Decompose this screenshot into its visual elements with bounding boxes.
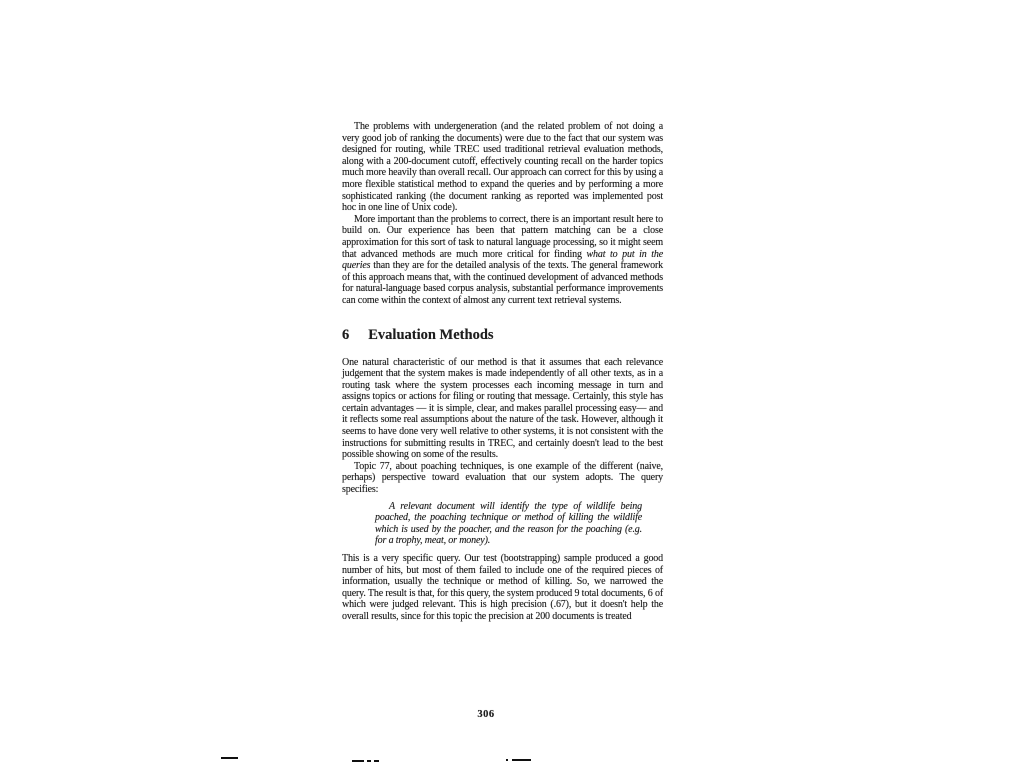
section-heading — [342, 328, 663, 343]
scan-artifact-left — [221, 757, 238, 759]
paragraph-2-italic-phrase: what to put in the queries — [342, 248, 663, 272]
scan-artifact-middle — [352, 760, 379, 762]
paragraph-pattern-matching — [342, 214, 663, 307]
paragraph-2-text-start: More important than the problems to correct, there is an important result here to build on. Our experience has been that pattern matching can be a close approximation for this sort of task to natural language processing, so it might seem that advanced methods are much more critical for finding — [342, 213, 663, 260]
text-column — [342, 121, 663, 623]
section-title: Evaluation Methods — [368, 326, 494, 343]
paragraph-specific-query: This is a very specific query. Our test (bootstrapping) sample produced a good number of hits, but most of them failed to include one of the required pieces of information, usually the technique or method of killing. So, we narrowed the query. The result is that, for this query, the system produced 9 total documents, 6 of which were judged relevant. This is high precision (.67), but it doesn't help the overall results, since for this topic the precision at 200 documents is treated — [342, 553, 663, 622]
section-number: 6 — [342, 326, 350, 343]
paragraph-evaluation-characteristic: One natural characteristic of our method is that it assumes that each relevance judgement that the system makes is made independently of all other texts, as in a routing task where the system processes each incoming message in turn and assigns topics or actions for filing or routing that message. Certainly, this style has certain advantages — it is simple, clear, and makes parallel processing easy— and it reflects some real assumptions about the nature of the task. However, although it seems to have done very well relative to other systems, it is not consistent with the instructions for submitting results in TREC, and certainly doesn't lead to the best possible showing on some of the results. — [342, 356, 663, 461]
query-quote-block: A relevant document will identify the type of wildlife being poached, the poaching technique or method of killing the wildlife which is used by the poacher, and the reason for the poaching (e.g. for a trophy, meat, or money). — [375, 500, 642, 547]
paragraph-2-text-end: than they are for the detailed analysis of the texts. The general framework of this approach means that, with the continued development of advanced methods for natural-language based corpus analysis, substantial performance improvements can come within the context of almost any current text retrieval systems. — [342, 260, 663, 306]
scan-artifact-right — [506, 759, 531, 761]
page-number: 306 — [477, 709, 495, 720]
paragraph-undergeneration: The problems with undergeneration (and the related problem of not doing a very good job of ranking the documents) were due to the fact that our system was designed for routing, while TREC used traditional retrieval evaluation methods, along with a 200-document cutoff, effectively counting recall on the harder topics much more heavily than overall recall. Our approach can correct for this by using a more flexible statistical method to expand the queries and by performing a more sophisticated ranking (the document ranking as reported was implemented post hoc in one line of Unix code). — [342, 121, 663, 214]
paragraph-topic-77: Topic 77, about poaching techniques, is one example of the different (naive, perhaps) perspective toward evaluation that our system adopts. The query specifies: — [342, 460, 663, 496]
